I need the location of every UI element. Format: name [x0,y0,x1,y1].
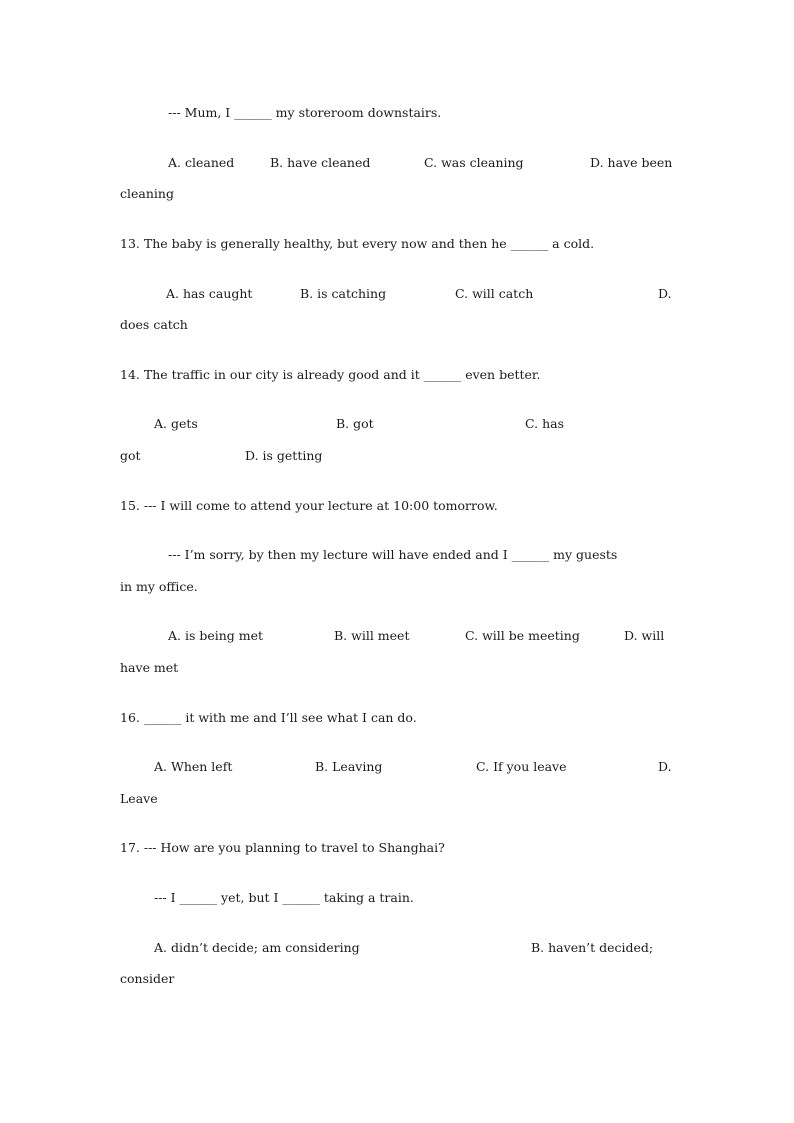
q12-option-b: B. have cleaned [270,155,371,170]
q15-option-d: D. will [624,628,665,643]
q14-option-a: A. gets [154,416,198,431]
q12-option-d-wrap: cleaning [120,186,174,201]
q12-response: --- Mum, I ______ my storeroom downstairs. [168,105,442,120]
q15-response: --- I’m sorry, by then my lecture will have ended and I ______ my guests [168,547,618,562]
q15-option-d-wrap: have met [120,660,179,675]
q13-option-d: D. [658,286,672,301]
q17-option-a: A. didn’t decide; am considering [154,940,360,955]
q14-stem: 14. The traffic in our city is already good and it ______ even better. [120,367,541,382]
q12-option-c: C. was cleaning [424,155,524,170]
q15-option-a: A. is being met [168,628,264,643]
q14-option-b: B. got [336,416,374,431]
q12-option-d: D. have been [590,155,673,170]
q14-option-c: C. has [525,416,564,431]
q14-option-c-wrap: got [120,448,141,463]
q15-response-wrap: in my office. [120,579,198,594]
q14-option-d: D. is getting [245,448,323,463]
q16-option-b: B. Leaving [315,759,383,774]
q13-option-c: C. will catch [455,286,534,301]
q13-option-b: B. is catching [300,286,387,301]
q17-stem: 17. --- How are you planning to travel to Shanghai? [120,840,445,855]
q13-stem: 13. The baby is generally healthy, but every now and then he ______ a cold. [120,236,595,251]
q17-option-b: B. haven’t decided; [531,940,654,955]
q15-option-c: C. will be meeting [465,628,580,643]
q17-option-b-wrap: consider [120,971,175,986]
q16-option-c: C. If you leave [476,759,567,774]
q16-option-d: D. [658,759,672,774]
q16-option-a: A. When left [154,759,233,774]
q16-stem: 16. ______ it with me and I’ll see what I can do. [120,710,417,725]
q12-option-a: A. cleaned [168,155,235,170]
q13-option-a: A. has caught [166,286,253,301]
q15-stem: 15. --- I will come to attend your lecture at 10:00 tomorrow. [120,498,498,513]
q15-option-b: B. will meet [334,628,410,643]
q13-option-d-wrap: does catch [120,317,188,332]
q17-response: --- I ______ yet, but I ______ taking a train. [154,890,414,905]
q16-option-d-wrap: Leave [120,791,158,806]
